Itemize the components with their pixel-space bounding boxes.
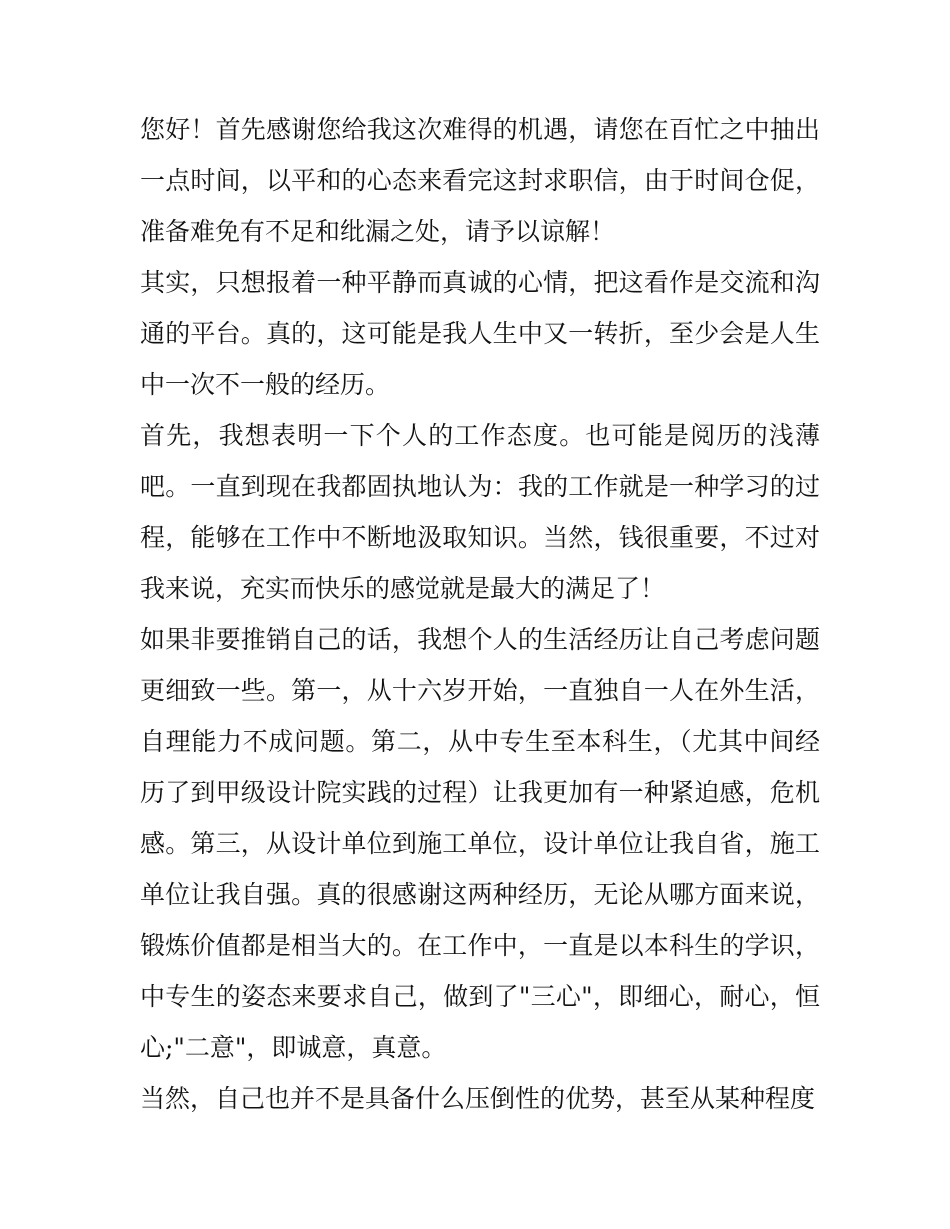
paragraph-closing-start: 当然，自己也并不是具备什么压倒性的优势，甚至从某种程度 (140, 1084, 816, 1113)
paragraph-experience: 如果非要推销自己的话，我想个人的生活经历让自己考虑问题更细致一些。第一，从十六岁开始，一直独自一人在外生活，自理能力不成问题。第二，从中专生至本科生，（尤其中间经历了到甲级设计院实践的过程）让我更加有一种紧迫感，危机感。第三，从设计单位到施工单位，设计单位让我自省，施工单位让我自强。真的很感谢这两种经历，无论从哪方面来说，锻炼价值都是相当大的。在工作中，一直是以本科生的学识，中专生的姿态来要求自己，做到了"三心"，即细心，耐心，恒心;"二意"，即诚意，真意。 (140, 625, 820, 1062)
paragraph-intent: 其实，只想报着一种平静而真诚的心情，把这看作是交流和沟通的平台。真的，这可能是我人生中又一转折，至少会是人生中一次不一般的经历。 (140, 268, 820, 399)
letter-body (140, 104, 820, 1124)
paragraph-work-attitude: 首先，我想表明一下个人的工作态度。也可能是阅历的浅薄吧。一直到现在我都固执地认为：我的工作就是一种学习的过程，能够在工作中不断地汲取知识。当然，钱很重要，不过对我来说，充实而快乐的感觉就是最大的满足了！ (140, 421, 820, 603)
paragraph-greeting: 您好！首先感谢您给我这次难得的机遇，请您在百忙之中抽出一点时间，以平和的心态来看完这封求职信，由于时间仓促，准备难免有不足和纰漏之处，请予以谅解！ (140, 115, 820, 246)
